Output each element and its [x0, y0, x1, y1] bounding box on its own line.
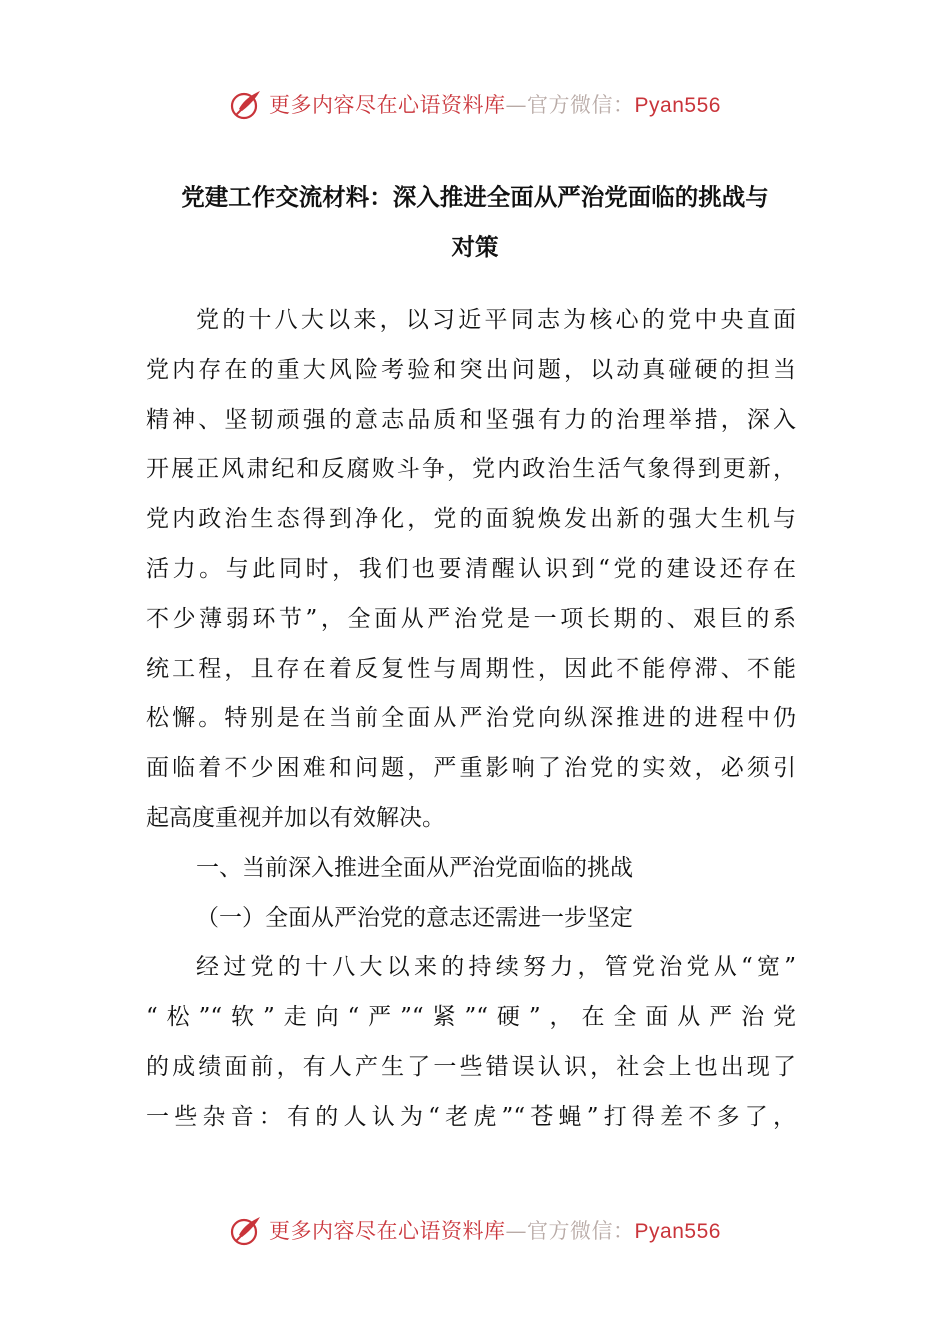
- watermark-text: [269, 1215, 721, 1245]
- paragraph-line: 起高度重视并加以有效解决。: [146, 804, 445, 831]
- paragraph-line: 党内政治生态得到净化，党的面貌焕发出新的强大生机与: [146, 506, 796, 533]
- paragraph-line: 不少薄弱环节”，全面从严治党是一项长期的、艰巨的系: [146, 605, 796, 632]
- paragraph-line: 开展正风肃纪和反腐败斗争，党内政治生活气象得到更新，: [146, 456, 796, 483]
- watermark-label: 官方微信：: [527, 93, 635, 117]
- paragraph-line: 松懈。特别是在当前全面从严治党向纵深推进的进程中仍: [146, 705, 796, 732]
- paragraph-line: 统工程，且存在着反复性与周期性，因此不能停滞、不能: [146, 655, 796, 682]
- watermark-main: 更多内容尽在心语资料库: [269, 1219, 506, 1243]
- title-line: 党建工作交流材料：深入推进全面从严治党面临的挑战与: [181, 183, 769, 211]
- paragraph-line: “松”“软”走向“严”“紧”“硬”，在全面从严治党: [146, 1004, 796, 1031]
- footer-watermark: [0, 1208, 950, 1252]
- paragraph-line: 精神、坚韧顽强的意志品质和坚强有力的治理举措，深入: [146, 406, 796, 433]
- paragraph-line: 的成绩面前，有人产生了一些错误认识，社会上也出现了: [146, 1053, 796, 1080]
- watermark-text: [269, 89, 721, 119]
- watermark-label: 官方微信：: [527, 1219, 635, 1243]
- subsection-heading: （一）全面从严治党的意志还需进一步坚定: [196, 904, 633, 931]
- watermark-id: Pyan556: [634, 94, 721, 117]
- title-line: 对策: [451, 233, 499, 261]
- paragraph-line: 面临着不少困难和问题，严重影响了治党的实效，必须引: [146, 755, 796, 782]
- paragraph-line: 活力。与此同时，我们也要清醒认识到“党的建设还存在: [146, 555, 796, 582]
- watermark-id: Pyan556: [634, 1220, 721, 1243]
- paragraph-line: 一些杂音：有的人认为“老虎”“苍蝇”打得差不多了，: [146, 1103, 796, 1130]
- paragraph-line: 党内存在的重大风险考验和突出问题，以动真碰硬的担当: [146, 356, 796, 383]
- paragraph-line: 党的十八大以来，以习近平同志为核心的党中央直面: [196, 307, 796, 333]
- watermark-dash: —: [505, 1219, 528, 1243]
- document-title: [145, 172, 805, 272]
- quill-logo-icon: [229, 87, 263, 121]
- section-heading: 一、当前深入推进全面从严治党面临的挑战: [196, 854, 633, 881]
- quill-logo-icon: [229, 1213, 263, 1247]
- watermark-dash: —: [505, 93, 528, 117]
- document-body: [146, 296, 796, 1143]
- header-watermark: [0, 82, 950, 126]
- watermark-main: 更多内容尽在心语资料库: [269, 93, 506, 117]
- paragraph-line: 经过党的十八大以来的持续努力，管党治党从“宽”: [196, 954, 796, 981]
